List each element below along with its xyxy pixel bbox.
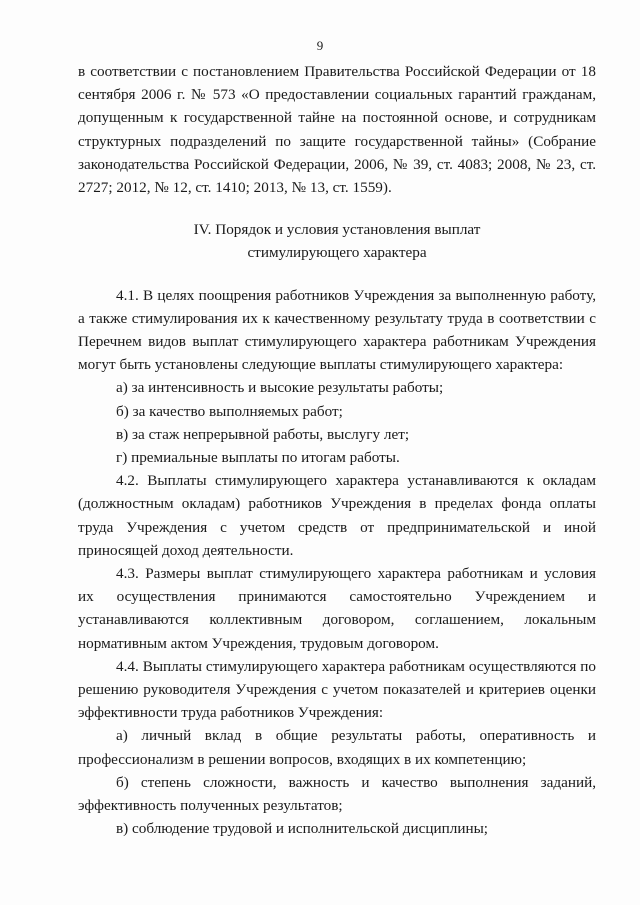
- section-heading-line-2: стимулирующего характера: [247, 244, 427, 262]
- list-item-4-4-a: а) личный вклад в общие результаты работы, оперативность и профессионализм в решении вопросов, входящих в их компетенцию;: [78, 727, 596, 768]
- paragraph-4-4: 4.4. Выплаты стимулирующего характера работникам осуществляются по решению руководителя Учреждения с учетом показателей и критериев оценки эффективности труда работников Учреждения:: [78, 657, 596, 722]
- list-item-4-1-a: а) за интенсивность и высокие результаты работы;: [116, 379, 444, 397]
- list-item-4-1-c: в) за стаж непрерывной работы, выслугу лет;: [116, 425, 410, 443]
- list-item-4-1-b: б) за качество выполняемых работ;: [116, 402, 343, 420]
- page-number: 9: [316, 38, 324, 53]
- list-item-4-4-c: в) соблюдение трудовой и исполнительской дисциплины;: [116, 820, 489, 838]
- intro-paragraph: в соответствии с постановлением Правительства Российской Федерации от 18 сентября 2006 г. № 573 «О предоставлении социальных гарантий гражданам, допущенным к государственной тайне на постоянной основе, и сотрудникам структурных подразделений по защите государственной тайны» (Собрание законодательства Российской Федерации, 2006, № 39, ст. 4083; 2008, № 23, ст. 2727; 2012, № 12, ст. 1410; 2013, № 13, ст. 1559).: [78, 63, 596, 197]
- page-content: [78, 60, 596, 841]
- paragraph-4-2: 4.2. Выплаты стимулирующего характера устанавливаются к окладам (должностным окладам) работников Учреждения в пределах фонда оплаты труда Учреждения с учетом средств от предпринимательской и иной приносящей доход деятельности.: [78, 472, 596, 559]
- paragraph-4-1: 4.1. В целях поощрения работников Учреждения за выполненную работу, а также стимулирования их к качественному результату труда в соответствии с Перечнем видов выплат стимулирующего характера работникам Учреждения могут быть установлены следующие выплаты стимулирующего характера:: [78, 286, 596, 374]
- paragraph-4-3: 4.3. Размеры выплат стимулирующего характера работникам и условия их осуществления принимаются самостоятельно Учреждением и устанавливаются коллективным договором, соглашением, локальным нормативным актом Учреждения, трудовым договором.: [78, 565, 596, 652]
- list-item-4-4-b: б) степень сложности, важность и качество выполнения заданий, эффективность полученных результатов;: [78, 773, 596, 815]
- list-item-4-1-d: г) премиальные выплаты по итогам работы.: [116, 449, 400, 467]
- section-heading-line-1: IV. Порядок и условия установления выплат: [193, 221, 481, 239]
